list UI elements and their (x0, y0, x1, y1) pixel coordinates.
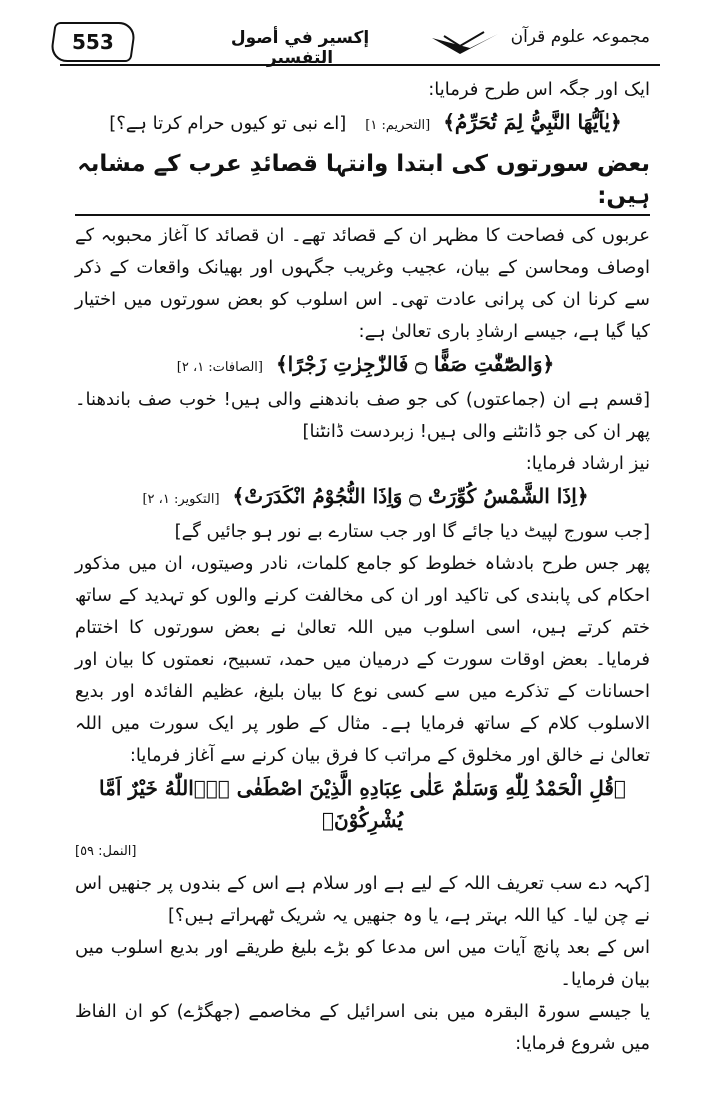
paragraph-2: [قسم ہے ان (جماعتوں) کی جو صف باندھنے والی ہیں! خوب صف باندھنا۔ پھر ان کی جو ڈانٹنے والی ہیں! زبردست ڈانٹنا] (75, 389, 650, 442)
verse-1-text: ﴿يٰاَيُّهَا النَّبِيُّ لِمَ تُحَرِّمُ﴾ (443, 110, 622, 134)
page-body (75, 74, 650, 1094)
paragraph-3: پھر جس طرح بادشاہ خطوط کو جامع کلمات، نادر وصیتوں، ان میں مذکور احکام کی پابندی کی تاکید اور ان کی مخالفت کرنے والوں کو تہدید کے ساتھ ختم کرتے ہیں، اسی اسلوب میں اللہ تعالیٰ نے بعض سورتوں کا اختتام فرمایا۔ بعض اوقات سورت کے درمیان میں حمد، تسبیح، نعمتوں کا بیان اور احسانات کے تذکرے میں سے کسی نوع کا بیان بلیغ، عظیم الفائدہ اور بدیع الاسلوب کلام کے ساتھ فرمایا ہے۔ مثال کے طور پر ایک سورت میں اللہ تعالیٰ نے خالق اور مخلوق کے مراتب کا فرق بیان کرنے سے آغاز فرمایا: (75, 553, 650, 766)
book-title: مجموعہ علوم قرآن (510, 27, 650, 47)
page-number-badge (49, 22, 137, 62)
quran-verse-2 (75, 348, 650, 384)
intro-line-1: ایک اور جگہ اس طرح فرمایا: (428, 79, 650, 100)
verse-3-reference: [التکویر: ١، ٢] (142, 492, 220, 507)
intro-line-2: نیز ارشاد فرمایا: (525, 453, 650, 474)
header-divider (60, 64, 660, 66)
section-heading: بعض سورتوں کی ابتدا وانتہا قصائدِ عرب کے مشابہ ہیں: (75, 148, 650, 216)
verse-1-reference: [التحریم: ١] (365, 118, 431, 133)
paragraph-1: عربوں کی فصاحت کا مظہر ان کے قصائد تھے۔ ان قصائد کا آغاز محبوبہ کے اوصاف ومحاسن کے بیان، عجیب وغریب جگہوں اور بھیانک واقعات کے ذکر سے کرنا ان کی پرانی عادت تھی۔ اس اسلوب کو بعض سورتوں میں اختیار کیا گیا ہے، جیسے ارشادِ باری تعالیٰ ہے: (75, 225, 650, 342)
page-number: 553 (72, 30, 114, 54)
quran-verse-1 (75, 106, 650, 142)
verse-2-reference: [الصافات: ١، ٢] (176, 360, 263, 375)
book-ornament-icon (430, 30, 500, 60)
paragraph-5: اس کے بعد پانچ آیات میں اس مدعا کو بڑے بلیغ طریقے اور بدیع اسلوب میں بیان فرمایا۔ (75, 937, 650, 990)
running-title: إكسير في أصول التفسير (230, 28, 370, 68)
page-header (0, 0, 720, 70)
quran-verse-4: ﴿قُلِ الْحَمْدُ لِلّٰهِ وَسَلٰمٌ عَلٰى عِبَادِهِ الَّذِيْنَ اصْطَفٰى ءٰۤاللّٰهُ خَيْرٌ اَمَّا يُشْرِكُوْنَ﴾ (99, 776, 626, 832)
verse-2-text: ﴿وَالصّٰٓفّٰتِ صَفًّا ۝ فَالزّٰجِرٰتِ زَجْرًا﴾ (275, 352, 555, 376)
paragraph-4: [کہہ دے سب تعریف اللہ کے لیے ہے اور سلام ہے اس کے بندوں پر جنھیں اس نے چن لیا۔ کیا اللہ بہتر ہے، یا وہ جنھیں یہ شریک ٹھہراتے ہیں؟] (75, 873, 650, 926)
quran-verse-3 (75, 480, 650, 516)
verse-3-text: ﴿اِذَا الشَّمْسُ كُوِّرَتْ ۝ وَاِذَا النُّجُوْمُ انْكَدَرَتْ﴾ (232, 484, 589, 508)
verse-1-translation: [اے نبی تو کیوں حرام کرتا ہے؟] (109, 113, 347, 134)
verse-3-translation: [جب سورج لپیٹ دیا جائے گا اور جب ستارے بے نور ہو جائیں گے] (174, 521, 650, 542)
verse-4-reference: [النمل: ٥٩] (75, 844, 137, 859)
paragraph-6: یا جیسے سورۃ البقرہ میں بنی اسرائیل کے مخاصمے (جھگڑے) کو ان الفاظ میں شروع فرمایا: (75, 1001, 650, 1054)
